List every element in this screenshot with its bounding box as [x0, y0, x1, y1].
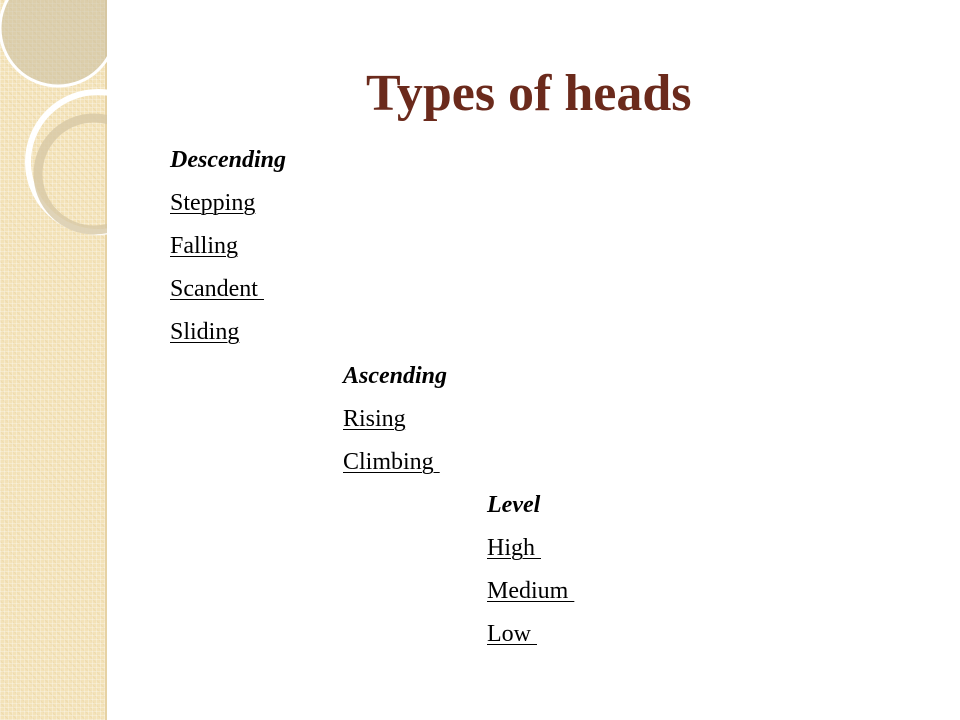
- slide-title: Types of heads: [366, 65, 692, 122]
- link-climbing[interactable]: Climbing: [343, 449, 440, 475]
- link-sliding[interactable]: Sliding: [170, 319, 240, 345]
- link-falling[interactable]: Falling: [170, 233, 239, 259]
- link-medium[interactable]: Medium: [487, 578, 575, 604]
- link-low[interactable]: Low: [487, 621, 537, 647]
- decorative-filled-ring: [0, 0, 107, 86]
- link-rising[interactable]: Rising: [343, 406, 406, 432]
- link-stepping[interactable]: Stepping: [170, 190, 256, 216]
- decorative-inner-ring: [38, 118, 107, 230]
- heading-ascending: Ascending: [343, 363, 448, 389]
- decorative-rings: [0, 0, 107, 720]
- heading-descending: Descending: [170, 147, 286, 173]
- link-high[interactable]: High: [487, 535, 541, 561]
- link-scandent[interactable]: Scandent: [170, 276, 264, 302]
- heading-level: Level: [487, 492, 541, 518]
